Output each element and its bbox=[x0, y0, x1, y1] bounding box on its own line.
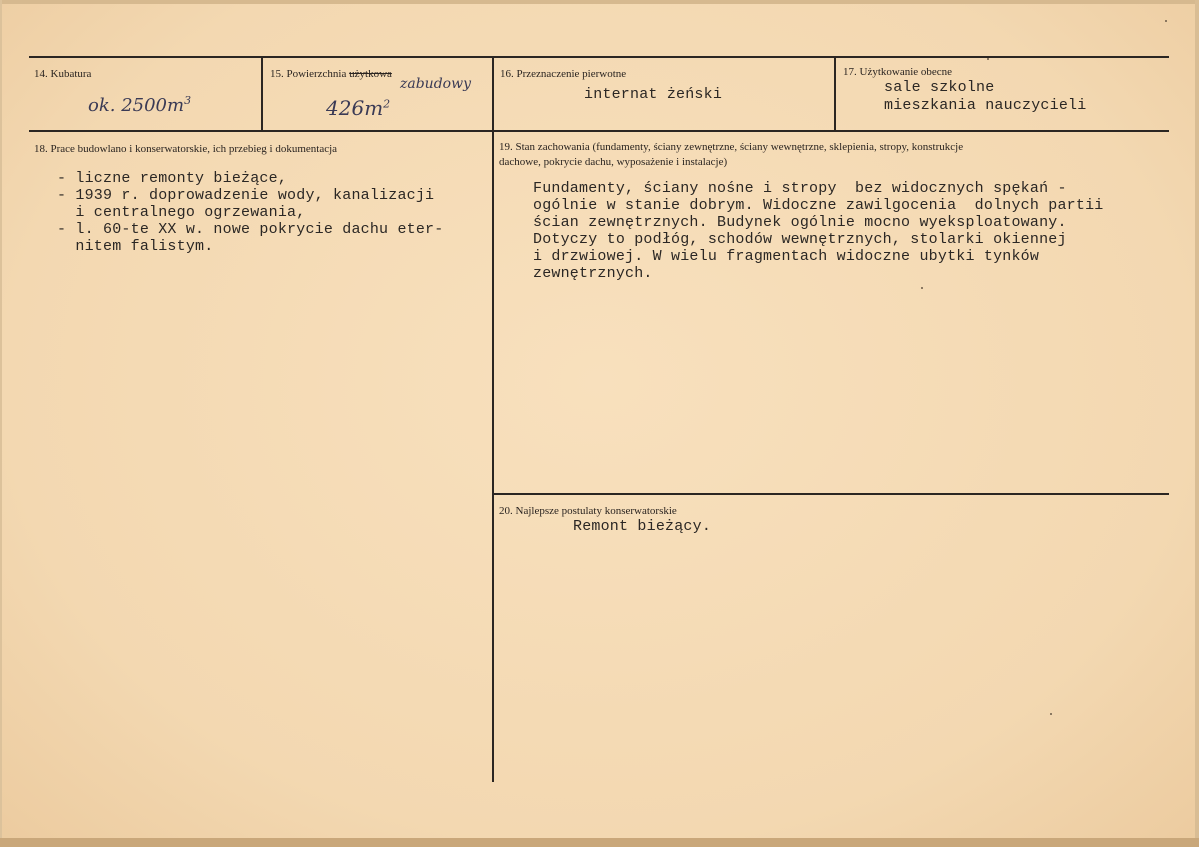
field-18-line-2: - 1939 r. doprowadzenie wody, kanalizacji bbox=[57, 187, 435, 204]
field-15-label bbox=[270, 68, 392, 80]
card-edge-left bbox=[0, 0, 2, 847]
rule-row1-bottom bbox=[29, 130, 1169, 132]
divider-15-16 bbox=[492, 57, 494, 130]
field-18-line-4: - l. 60-te XX w. nowe pokrycie dachu eter- bbox=[57, 221, 444, 238]
divider-14-15 bbox=[261, 57, 263, 130]
field-15-label-prefix: 15. Powierzchnia bbox=[270, 68, 350, 80]
field-15-label-struck: użytkowa bbox=[349, 68, 392, 80]
field-17-label: 17. Użytkowanie obecne bbox=[843, 66, 953, 78]
field-18-line-3: i centralnego ogrzewania, bbox=[57, 204, 306, 221]
paper-speck bbox=[1165, 20, 1167, 22]
rule-top bbox=[29, 56, 1169, 58]
divider-main bbox=[492, 131, 494, 782]
field-15-correction: zabudowy bbox=[400, 76, 471, 92]
field-18-line-5: nitem falistym. bbox=[57, 238, 214, 255]
field-19-line-2: ogólnie w stanie dobrym. Widoczne zawilgocenia dolnych partii bbox=[533, 197, 1104, 214]
paper-speck bbox=[921, 287, 923, 289]
field-19-line-5: i drzwiowej. W wielu fragmentach widoczne ubytki tynków bbox=[533, 248, 1040, 265]
field-17-line-1: sale szkolne bbox=[884, 79, 995, 96]
area-unit-exponent: 2 bbox=[383, 97, 391, 111]
rule-row19-bottom bbox=[494, 493, 1169, 495]
field-15-value bbox=[326, 96, 390, 120]
field-16-value: internat żeński bbox=[584, 86, 723, 103]
field-18-label: 18. Prace budowlano i konserwatorskie, ich przebieg i dokumentacja bbox=[34, 143, 338, 155]
field-19-line-1: Fundamenty, ściany nośne i stropy bez widocznych spękań - bbox=[533, 180, 1067, 197]
field-14-value bbox=[88, 94, 191, 116]
field-19-label-line-1: 19. Stan zachowania (fundamenty, ściany zewnętrzne, ściany wewnętrzne, sklepienia, stropy, konstrukcje bbox=[499, 141, 964, 153]
card-edge-bottom bbox=[0, 838, 1199, 847]
paper-speck bbox=[1050, 713, 1052, 715]
field-16-label: 16. Przeznaczenie pierwotne bbox=[500, 68, 627, 80]
field-17-line-2: mieszkania nauczycieli bbox=[884, 97, 1087, 114]
area-unit: m bbox=[364, 96, 384, 120]
field-14-label: 14. Kubatura bbox=[34, 68, 92, 80]
field-19-line-6: zewnętrznych. bbox=[533, 265, 653, 282]
paper-speck bbox=[987, 58, 989, 60]
field-19-line-3: ścian zewnętrznych. Budynek ogólnie mocno wyeksploatowany. bbox=[533, 214, 1067, 231]
divider-16-17 bbox=[834, 57, 836, 130]
field-20-value: Remont bieżący. bbox=[573, 518, 712, 535]
card-edge-top bbox=[0, 0, 1199, 4]
volume-value: ok. 2500 bbox=[88, 95, 167, 116]
field-18-line-1: - liczne remonty bieżące, bbox=[57, 170, 288, 187]
card-edge-right bbox=[1195, 0, 1199, 847]
volume-unit-exponent: 3 bbox=[184, 94, 192, 107]
field-19-line-4: Dotyczy to podłóg, schodów wewnętrznych, stolarki okiennej bbox=[533, 231, 1067, 248]
volume-unit: m bbox=[167, 95, 185, 116]
area-value: 426 bbox=[326, 96, 365, 120]
field-20-label: 20. Najlepsze postulaty konserwatorskie bbox=[499, 505, 677, 517]
field-19-label-line-2: dachowe, pokrycie dachu, wyposażenie i instalacje) bbox=[499, 156, 728, 168]
